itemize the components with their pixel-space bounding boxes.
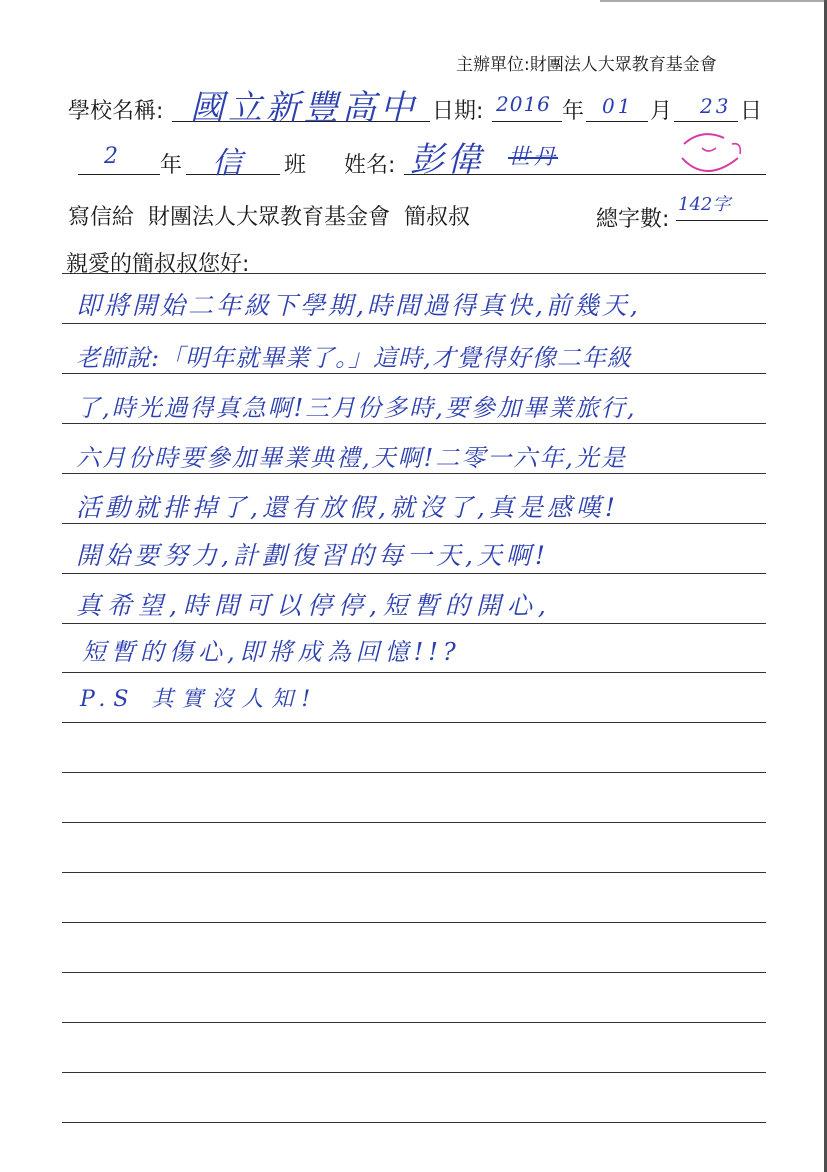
letter-line: 短暫的傷心,即將成為回憶!!? — [82, 638, 461, 666]
letter-line: 開始要努力,計劃復習的每一天,天啊! — [76, 541, 549, 570]
ruled-line — [62, 623, 766, 624]
ruled-line — [62, 573, 766, 574]
month-underline — [586, 121, 648, 122]
school-label: 學校名稱: — [68, 99, 164, 124]
school-name: 國立新豐高中 — [190, 88, 418, 128]
date-label: 日期: — [432, 99, 484, 124]
wordcount-value: 142字 — [678, 194, 731, 215]
grade-value: 2 — [104, 144, 121, 169]
greeting: 親愛的簡叔叔您好: — [66, 252, 250, 277]
ruled-line — [62, 473, 766, 474]
year-label: 年 — [562, 99, 585, 124]
day-value: 23 — [700, 94, 732, 118]
ruled-line — [62, 772, 766, 773]
name-label: 姓名: — [344, 153, 396, 178]
year-underline — [492, 121, 562, 122]
organizer-header: 主辦單位:財團法人大眾教育基金會 — [456, 55, 717, 75]
letter-line: 了,時光過得真急啊!三月份多時,要參加畢業旅行, — [76, 394, 637, 422]
letter-line: 即將開始二年級下學期,時間過得真快,前幾天, — [76, 291, 641, 320]
letter-line: P.S 其實沒人知! — [80, 687, 319, 712]
month-value: 01 — [602, 94, 634, 118]
smiley-doodle-icon — [672, 124, 752, 186]
ruled-line — [62, 922, 766, 923]
recipient-line: 寫信給 財團法人大眾教育基金會 簡叔叔 — [68, 205, 470, 230]
letter-line: 六月份時要參加畢業典禮,天啊!二零一六年,光是 — [76, 444, 627, 472]
day-underline — [674, 121, 738, 122]
ruled-line — [62, 972, 766, 973]
struck-name: 世丹 — [508, 145, 559, 170]
ruled-line — [62, 373, 766, 374]
class-label: 班 — [284, 153, 307, 178]
ruled-line — [62, 872, 766, 873]
letter-line: 活動就排掉了,還有放假,就沒了,真是感嘆! — [76, 493, 619, 522]
letter-line: 老師說:「明年就畢業了。」這時,才覺得好像二年級 — [76, 344, 632, 372]
ruled-line — [62, 323, 766, 324]
ruled-line — [62, 1072, 766, 1073]
wordcount-label: 總字數: — [596, 207, 670, 232]
ruled-line — [62, 423, 766, 424]
year-value: 2016 — [496, 92, 551, 116]
grade-label: 年 — [160, 153, 183, 178]
month-label: 月 — [650, 99, 673, 124]
scan-top-edge — [600, 0, 827, 2]
ruled-line — [62, 1122, 766, 1123]
letter-line: 真希望,時間可以停停,短暫的開心, — [76, 591, 552, 620]
wordcount-underline — [676, 220, 768, 221]
ruled-line — [62, 822, 766, 823]
student-name: 彭偉 — [410, 140, 484, 180]
ruled-line — [62, 1022, 766, 1023]
day-label: 日 — [740, 99, 763, 124]
ruled-line — [62, 672, 766, 673]
grade-underline — [78, 174, 160, 175]
ruled-line — [62, 273, 766, 274]
class-value: 信 — [212, 146, 245, 181]
ruled-line — [62, 722, 766, 723]
